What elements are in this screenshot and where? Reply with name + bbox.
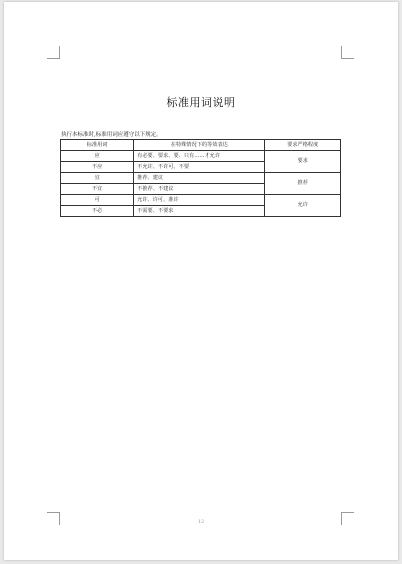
- document-page: [4, 2, 398, 560]
- equivalent-cell: 允许、许可、准许: [134, 195, 265, 206]
- term-cell: 应: [61, 151, 134, 162]
- level-cell: 要求: [265, 151, 341, 173]
- equivalent-cell: 推荐、建议: [134, 173, 265, 184]
- header-equivalent: 在特殊情况下的等效表达: [134, 140, 265, 151]
- table-row: [61, 151, 341, 162]
- term-cell: 不必: [61, 206, 134, 217]
- crop-mark-top-left: [47, 46, 60, 59]
- equivalent-cell: 不需要、不要求: [134, 206, 265, 217]
- term-cell: 不宜: [61, 184, 134, 195]
- term-cell: 宜: [61, 173, 134, 184]
- page-number: 12: [197, 519, 205, 525]
- term-cell: 可: [61, 195, 134, 206]
- page-title: 标准用词说明: [166, 96, 236, 109]
- level-cell: 允许: [265, 195, 341, 217]
- term-cell: 不应: [61, 162, 134, 173]
- header-term: 标准用词: [61, 140, 134, 151]
- equivalent-cell: 不推荐、不建议: [134, 184, 265, 195]
- table-header-row: [61, 140, 341, 151]
- terms-table: [60, 139, 341, 217]
- equivalent-cell: 有必要、要求、要、只有……才允许: [134, 151, 265, 162]
- equivalent-cell: 不允许、不许可、不要: [134, 162, 265, 173]
- crop-mark-top-right: [341, 46, 354, 59]
- table-row: [61, 195, 341, 206]
- table-row: [61, 173, 341, 184]
- header-level: 要求严格程度: [265, 140, 341, 151]
- intro-text: 执行本标准时,标准用词应遵守以下规定。: [61, 132, 162, 138]
- level-cell: 推荐: [265, 173, 341, 195]
